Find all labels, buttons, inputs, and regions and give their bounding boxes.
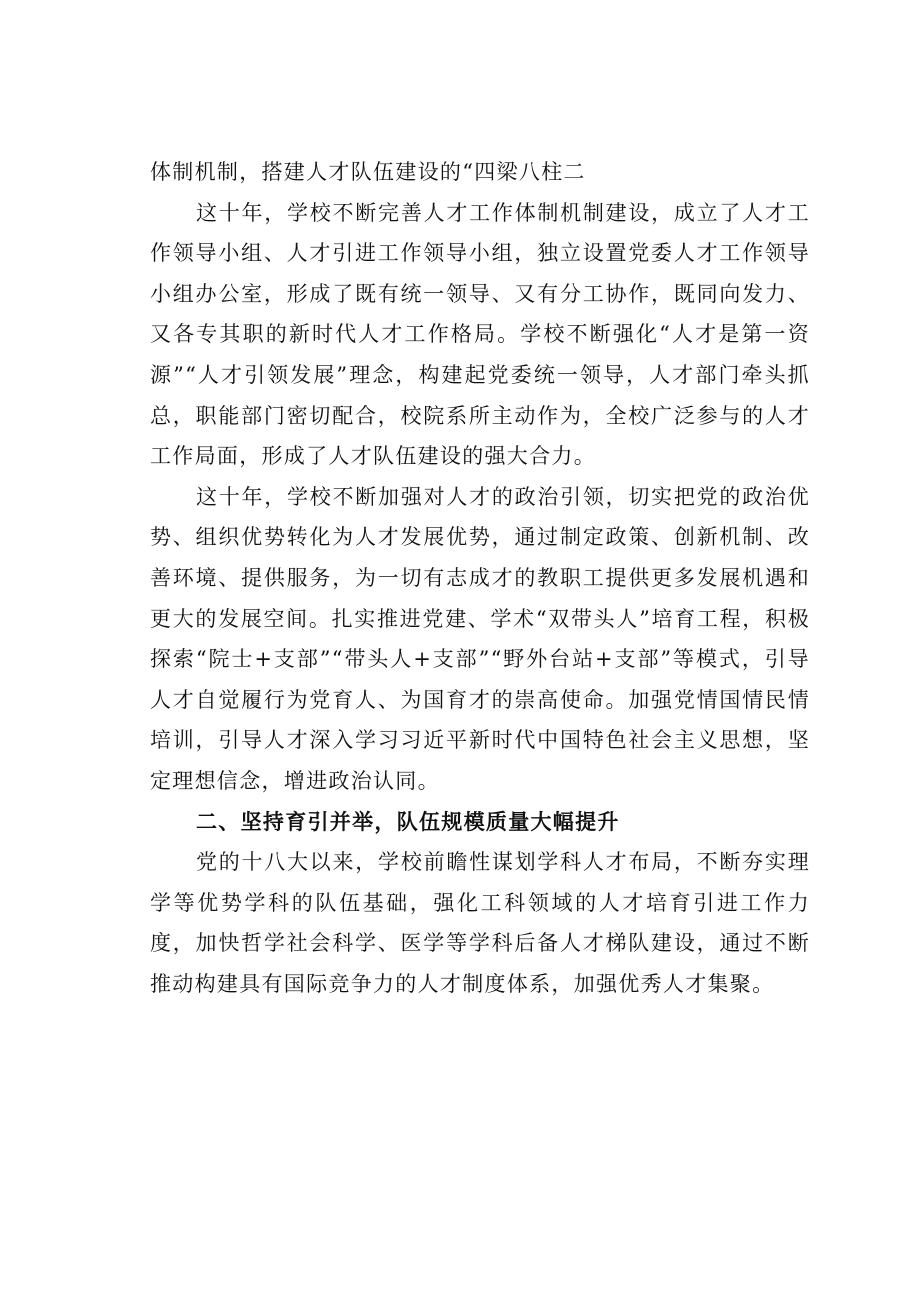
paragraph-political-guidance: 这十年，学校不断加强对人才的政治引领，切实把党的政治优势、组织优势转化为人才发展优势，通过制定政策、创新机制、改善环境、提供服务，为一切有志成才的教职工提供更多发展机遇和更大的发展空间。扎实推进党建、学术“双带头人”培育工程，积极探索“院士+支部”“带头人+支部”“野外台站+支部”等模式，引导人才自觉履行为党育人、为国育才的崇高使命。加强党情国情民情培训，引导人才深入学习习近平新时代中国特色社会主义思想，坚定理想信念，增进政治认同。 [150, 484, 810, 793]
paragraph-talent-layout: 党的十八大以来，学校前瞻性谋划学科人才布局，不断夯实理学等优势学科的队伍基础，强化工科领域的人才培育引进工作力度，加快哲学社会科学、医学等学科后备人才梯队建设，通过不断推动构建具有国际竞争力的人才制度体系，加强优秀人才集聚。 [150, 850, 810, 996]
section-heading: 二、坚持育引并举，队伍规模质量大幅提升 [196, 809, 620, 834]
paragraph-continued: 体制机制，搭建人才队伍建设的“四梁八柱二 [150, 160, 586, 184]
document-body [150, 152, 810, 1004]
paragraph-talent-mechanism: 这十年，学校不断完善人才工作体制机制建设，成立了人才工作领导小组、人才引进工作领导小组，独立设置党委人才工作领导小组办公室，形成了既有统一领导、又有分工协作，既同向发力、又各专其职的新时代人才工作格局。学校不断强化“人才是第一资源”“人才引领发展”理念，构建起党委统一领导，人才部门牵头抓总，职能部门密切配合，校院系所主动作为，全校广泛参与的人才工作局面，形成了人才队伍建设的强大合力。 [150, 200, 810, 469]
